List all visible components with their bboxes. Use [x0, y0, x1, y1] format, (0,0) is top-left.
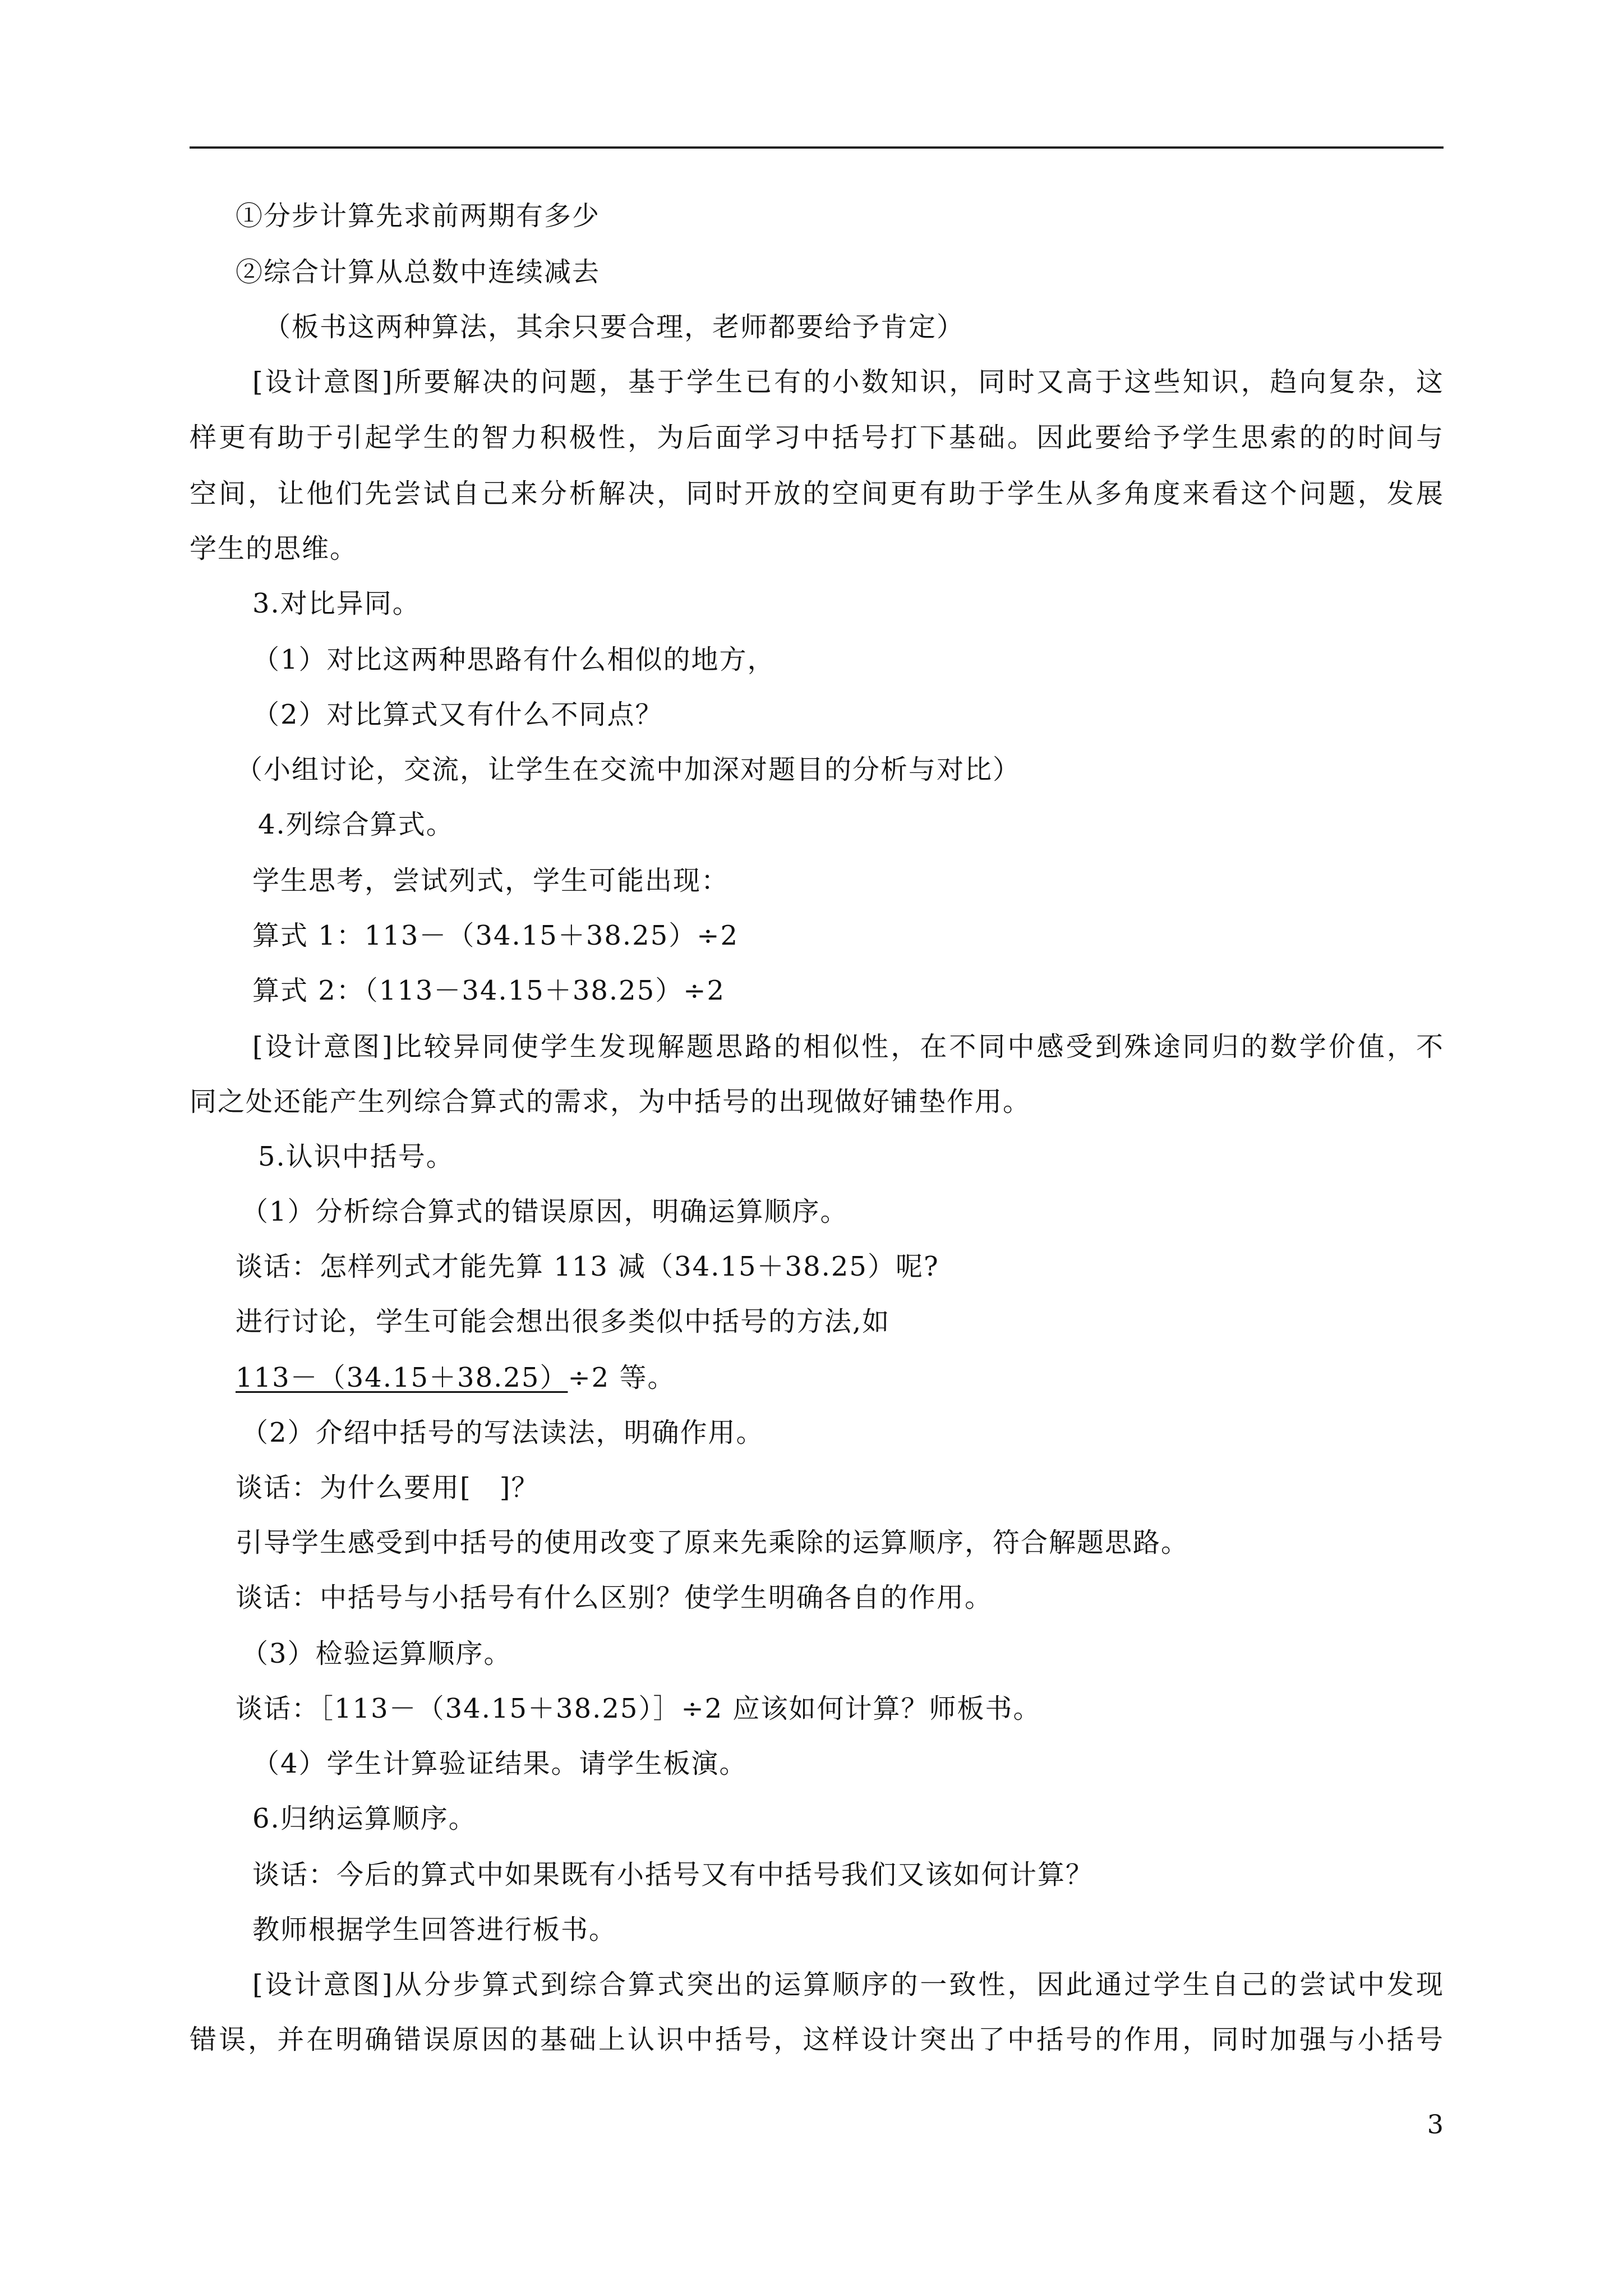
- text-line: [设计意图]所要解决的问题，基于学生已有的小数知识，同时又高于这些知识，趋向复杂，这: [252, 366, 1444, 398]
- text-line: 谈话：中括号与小括号有什么区别？使学生明确各自的作用。: [236, 1582, 993, 1613]
- text-line: （小组讨论，交流，让学生在交流中加深对题目的分析与对比）: [236, 754, 1021, 785]
- text-line: 样更有助于引起学生的智力积极性，为后面学习中括号打下基础。因此要给予学生思索的的时间与: [190, 422, 1444, 453]
- text-line: ②综合计算从总数中连续减去: [236, 256, 601, 288]
- underlined-expression: 113－（34.15＋38.25）: [236, 1362, 568, 1393]
- text-line: 谈话：今后的算式中如果既有小括号又有中括号我们又该如何计算？: [252, 1859, 1094, 1890]
- text-line: ①分步计算先求前两期有多少: [236, 200, 601, 232]
- text-line: 教师根据学生回答进行板书。: [252, 1914, 617, 1945]
- text-line: [设计意图]比较异同使学生发现解题思路的相似性，在不同中感受到殊途同归的数学价值，不: [252, 1031, 1444, 1062]
- text-line: 学生的思维。: [190, 533, 358, 564]
- text-line: （4）学生计算验证结果。请学生板演。: [252, 1748, 748, 1779]
- text-line: 引导学生感受到中括号的使用改变了原来先乘除的运算顺序，符合解题思路。: [236, 1527, 1189, 1558]
- text-line: 进行讨论，学生可能会想出很多类似中括号的方法,如: [236, 1306, 891, 1337]
- text-line: （2）介绍中括号的写法读法，明确作用。: [241, 1417, 764, 1448]
- section-heading: 5.认识中括号。: [258, 1141, 454, 1172]
- section-heading: 6.归纳运算顺序。: [252, 1803, 477, 1834]
- page-number: 3: [1427, 2109, 1444, 2139]
- text-line: （1）分析综合算式的错误原因，明确运算顺序。: [241, 1196, 849, 1227]
- text-line: （3）检验运算顺序。: [241, 1638, 512, 1669]
- section-heading: 4.列综合算式。: [258, 809, 454, 840]
- text-line: 同之处还能产生列综合算式的需求，为中括号的出现做好铺垫作用。: [190, 1086, 1031, 1117]
- text-line: 错误，并在明确错误原因的基础上认识中括号，这样设计突出了中括号的作用，同时加强与小括号: [190, 2024, 1444, 2055]
- formula-line: 算式 2：（113－34.15＋38.25）÷2: [252, 975, 726, 1006]
- formula-line: 算式 1：113－（34.15＋38.25）÷2: [252, 920, 739, 951]
- text-line: （1）对比这两种思路有什么相似的地方，: [252, 644, 776, 675]
- expression-suffix: ÷2 等。: [568, 1362, 676, 1393]
- text-line: 谈话：为什么要用[ ]？: [236, 1472, 540, 1503]
- text-line: （2）对比算式又有什么不同点？: [252, 699, 663, 730]
- header-rule: [190, 146, 1444, 149]
- text-line: （板书这两种算法，其余只要合理，老师都要给予肯定）: [264, 311, 965, 343]
- formula-line: [236, 1361, 675, 1395]
- text-line: 学生思考，尝试列式，学生可能出现：: [252, 865, 730, 896]
- text-line: [设计意图]从分步算式到综合算式突出的运算顺序的一致性，因此通过学生自己的尝试中发现: [252, 1969, 1444, 2000]
- text-line: 空间，让他们先尝试自己来分析解决，同时开放的空间更有助于学生从多角度来看这个问题，发展: [190, 478, 1444, 509]
- text-line: 谈话：怎样列式才能先算 113 减（34.15＋38.25）呢?: [236, 1251, 939, 1282]
- section-heading: 3.对比异同。: [252, 588, 421, 619]
- formula-line: 谈话：［113－（34.15＋38.25）］÷2 应该如何计算？师板书。: [236, 1693, 1041, 1724]
